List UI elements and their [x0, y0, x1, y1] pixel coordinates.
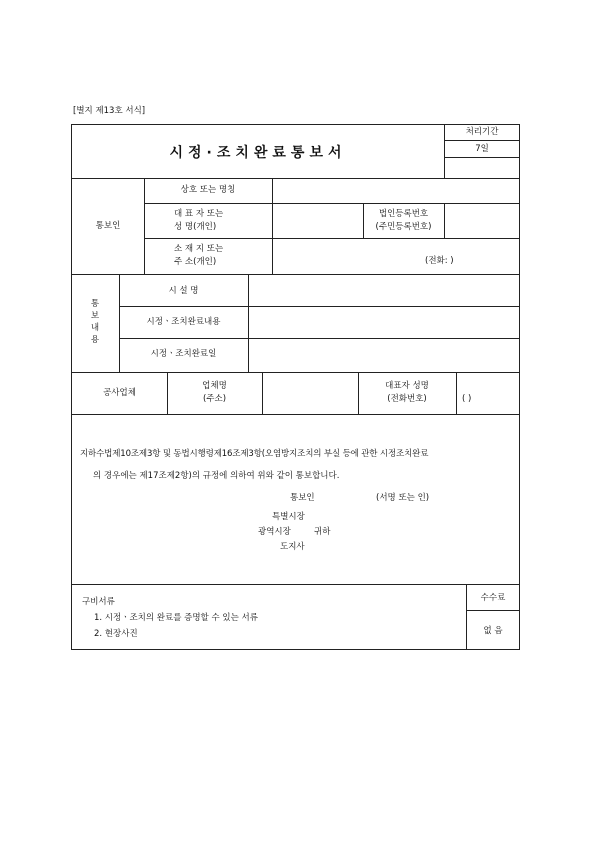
statement-line-1: 지하수법제10조제3항 및 동법시행령제16조제3항(오염방지조치의 부실 등에 관한 시정조치완료 [80, 449, 429, 459]
processing-period-label: 처리기간 [465, 127, 499, 137]
facility-name-field[interactable] [249, 275, 519, 305]
representative-label-2: 성 명(개인) [174, 222, 217, 232]
signature-label[interactable]: (서명 또는 인) [376, 493, 430, 503]
contractor-rep-label-2: (전화번호) [387, 394, 427, 404]
recipient-governor: 도지사 [280, 542, 305, 552]
recipient-special-city: 특별시장 [272, 512, 305, 522]
corp-reg-field[interactable] [445, 204, 519, 237]
completion-detail-label: 시정ㆍ조치완료내용 [146, 317, 221, 327]
address-field[interactable] [273, 239, 519, 273]
contractor-company-label-2: (주소) [202, 394, 227, 404]
contractor-company-label-1: 업체명 [202, 381, 227, 391]
address-label-1: 소 재 지 또는 [174, 244, 224, 254]
completion-detail-field[interactable] [249, 307, 519, 337]
facility-name-label: 시 설 명 [168, 286, 199, 296]
trade-name-label: 상호 또는 명칭 [180, 185, 236, 195]
fee-label: 수수료 [480, 593, 506, 603]
completion-date-field[interactable] [249, 339, 519, 371]
form-reference: [별지 제13호 서식] [73, 106, 146, 116]
representative-field[interactable] [273, 204, 362, 237]
contractor-company-field[interactable] [263, 373, 357, 413]
address-label-2: 주 소(개인) [174, 257, 217, 267]
contractor-rep-label-1: 대표자 성명 [385, 381, 429, 391]
content-section-label: 통보내용 [90, 299, 100, 345]
form-title: 시정·조치완료통보서 [169, 145, 347, 161]
required-document-2: 2. 현장사진 [94, 629, 138, 639]
trade-name-field[interactable] [273, 179, 519, 202]
statement-line-2: 의 경우에는 제17조제2항)의 규정에 의하여 위와 같이 통보합니다. [93, 471, 340, 481]
processing-period-value: 7일 [475, 144, 489, 154]
contractor-phone[interactable]: ( ) [462, 394, 472, 404]
fee-value: 없 음 [483, 626, 503, 636]
corp-reg-label-2: (주민등록번호) [375, 222, 432, 232]
recipient-honorific: 귀하 [314, 527, 331, 537]
corp-reg-label-1: 법인등록번호 [378, 209, 429, 219]
notifier-section-label: 통보인 [95, 221, 121, 231]
representative-label-1: 대 표 자 또는 [174, 209, 224, 219]
address-phone: (전화: ) [425, 256, 454, 266]
statement-notifier-label: 통보인 [290, 493, 315, 503]
recipient-metro-city: 광역시장 [258, 527, 291, 537]
required-documents-label: 구비서류 [82, 597, 115, 607]
required-document-1: 1. 시정ㆍ조치의 완료를 증명할 수 있는 서류 [94, 613, 258, 623]
completion-date-label: 시정ㆍ조치완료일 [150, 349, 217, 359]
contractor-section-label: 공사업체 [103, 388, 136, 398]
